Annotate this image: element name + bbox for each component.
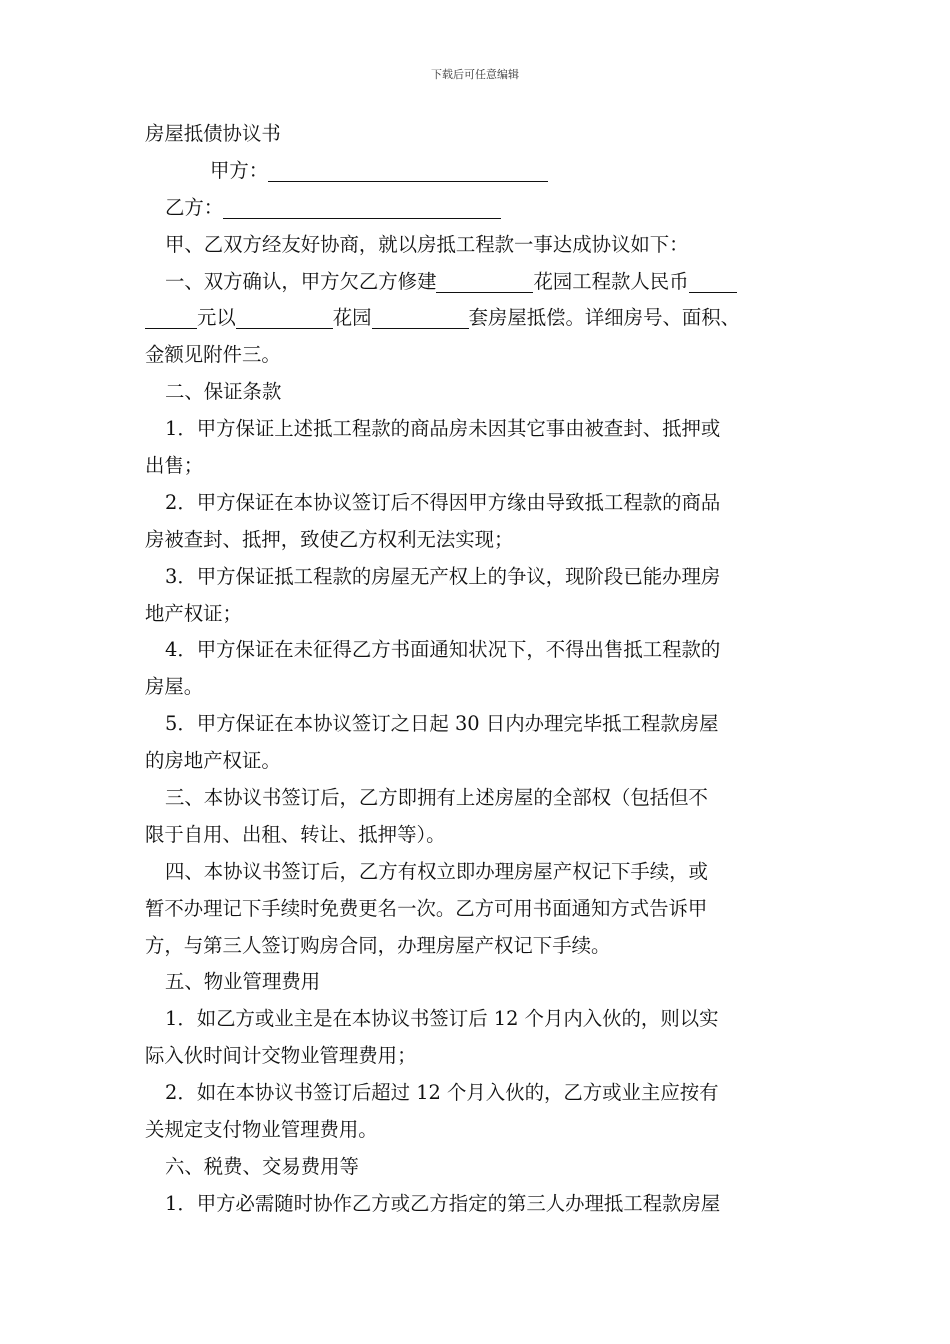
clause-1-line-1 — [145, 264, 815, 301]
party-b-line — [145, 190, 815, 227]
paragraph-line: 房屋。 — [145, 675, 204, 699]
clause-1-line-2 — [145, 300, 815, 337]
document-body — [145, 116, 815, 1223]
paragraph-line: 2．如在本协议书签订后超过 12 个月入伙的，乙方或业主应按有 — [165, 1081, 719, 1105]
page-header: 下载后可任意编辑 — [431, 68, 519, 81]
paragraph-line: 的房地产权证。 — [145, 749, 281, 773]
intro-paragraph: 甲、乙双方经友好协商，就以房抵工程款一事达成协议如下： — [165, 232, 689, 256]
clause-1-text-c: 元以 — [197, 306, 236, 330]
party-b-blank — [223, 196, 501, 219]
party-b-label: 乙方： — [165, 195, 224, 219]
paragraph-line: 限于自用、出租、转让、抵押等）。 — [145, 822, 446, 846]
paragraph-line: 三、本协议书签订后，乙方即拥有上述房屋的全部权（包括但不 — [165, 786, 708, 810]
clause-1-text-a: 一、双方确认，甲方欠乙方修建 — [165, 269, 437, 293]
section-heading: 二、保证条款 — [165, 380, 282, 404]
party-a-line — [145, 153, 815, 190]
party-a-blank — [268, 159, 548, 182]
paragraph-line: 四、本协议书签订后，乙方有权立即办理房屋产权记下手续，或 — [165, 859, 708, 883]
clause-1-line-3: 金额见附件三。 — [145, 343, 281, 367]
paragraph-line: 1．如乙方或业主是在本协议书签订后 12 个月内入伙的，则以实 — [165, 1007, 719, 1031]
clause-1-text-b: 花园工程款人民币 — [533, 269, 689, 293]
clause-1-text-d: 花园 — [332, 306, 372, 330]
party-a-label: 甲方： — [210, 158, 269, 182]
paragraph-line: 暂不办理记下手续时免费更名一次。乙方可用书面通知方式告诉甲 — [145, 896, 708, 920]
paragraph-line: 际入伙时间计交物业管理费用； — [145, 1044, 417, 1068]
document-title: 房屋抵债协议书 — [145, 122, 281, 145]
paragraph-line: 关规定支付物业管理费用。 — [145, 1118, 378, 1142]
clause-1-text-e: 套房屋抵偿。详细房号、面积、 — [468, 306, 741, 330]
paragraph-line: 3．甲方保证抵工程款的房屋无产权上的争议，现阶段已能办理房 — [165, 564, 721, 588]
paragraph-line: 1．甲方必需随时协作乙方或乙方指定的第三人办理抵工程款房屋 — [165, 1191, 721, 1215]
section-heading: 五、物业管理费用 — [165, 970, 321, 994]
paragraph-line: 地产权证； — [145, 601, 242, 625]
paragraph-line: 出售； — [145, 454, 204, 478]
paragraph-line: 1．甲方保证上述抵工程款的商品房未因其它事由被查封、抵押或 — [165, 417, 721, 441]
amount-blank-2 — [145, 306, 197, 329]
paragraph-line: 2．甲方保证在本协议签订后不得因甲方缘由导致抵工程款的商品 — [165, 490, 721, 514]
amount-blank-1 — [689, 270, 737, 293]
garden-name-blank — [436, 270, 533, 293]
section-heading: 六、税费、交易费用等 — [165, 1154, 359, 1178]
paragraph-line: 5．甲方保证在本协议签订之日起 30 日内办理完毕抵工程款房屋 — [165, 712, 719, 736]
paragraph-line: 方，与第三人签订购房合同，办理房屋产权记下手续。 — [145, 933, 611, 957]
garden-blank-2 — [236, 306, 333, 329]
paragraph-line: 房被查封、抵押，致使乙方权利无法实现； — [145, 527, 514, 551]
paragraph-line: 4．甲方保证在未征得乙方书面通知状况下，不得出售抵工程款的 — [165, 638, 721, 662]
unit-count-blank — [372, 306, 469, 329]
